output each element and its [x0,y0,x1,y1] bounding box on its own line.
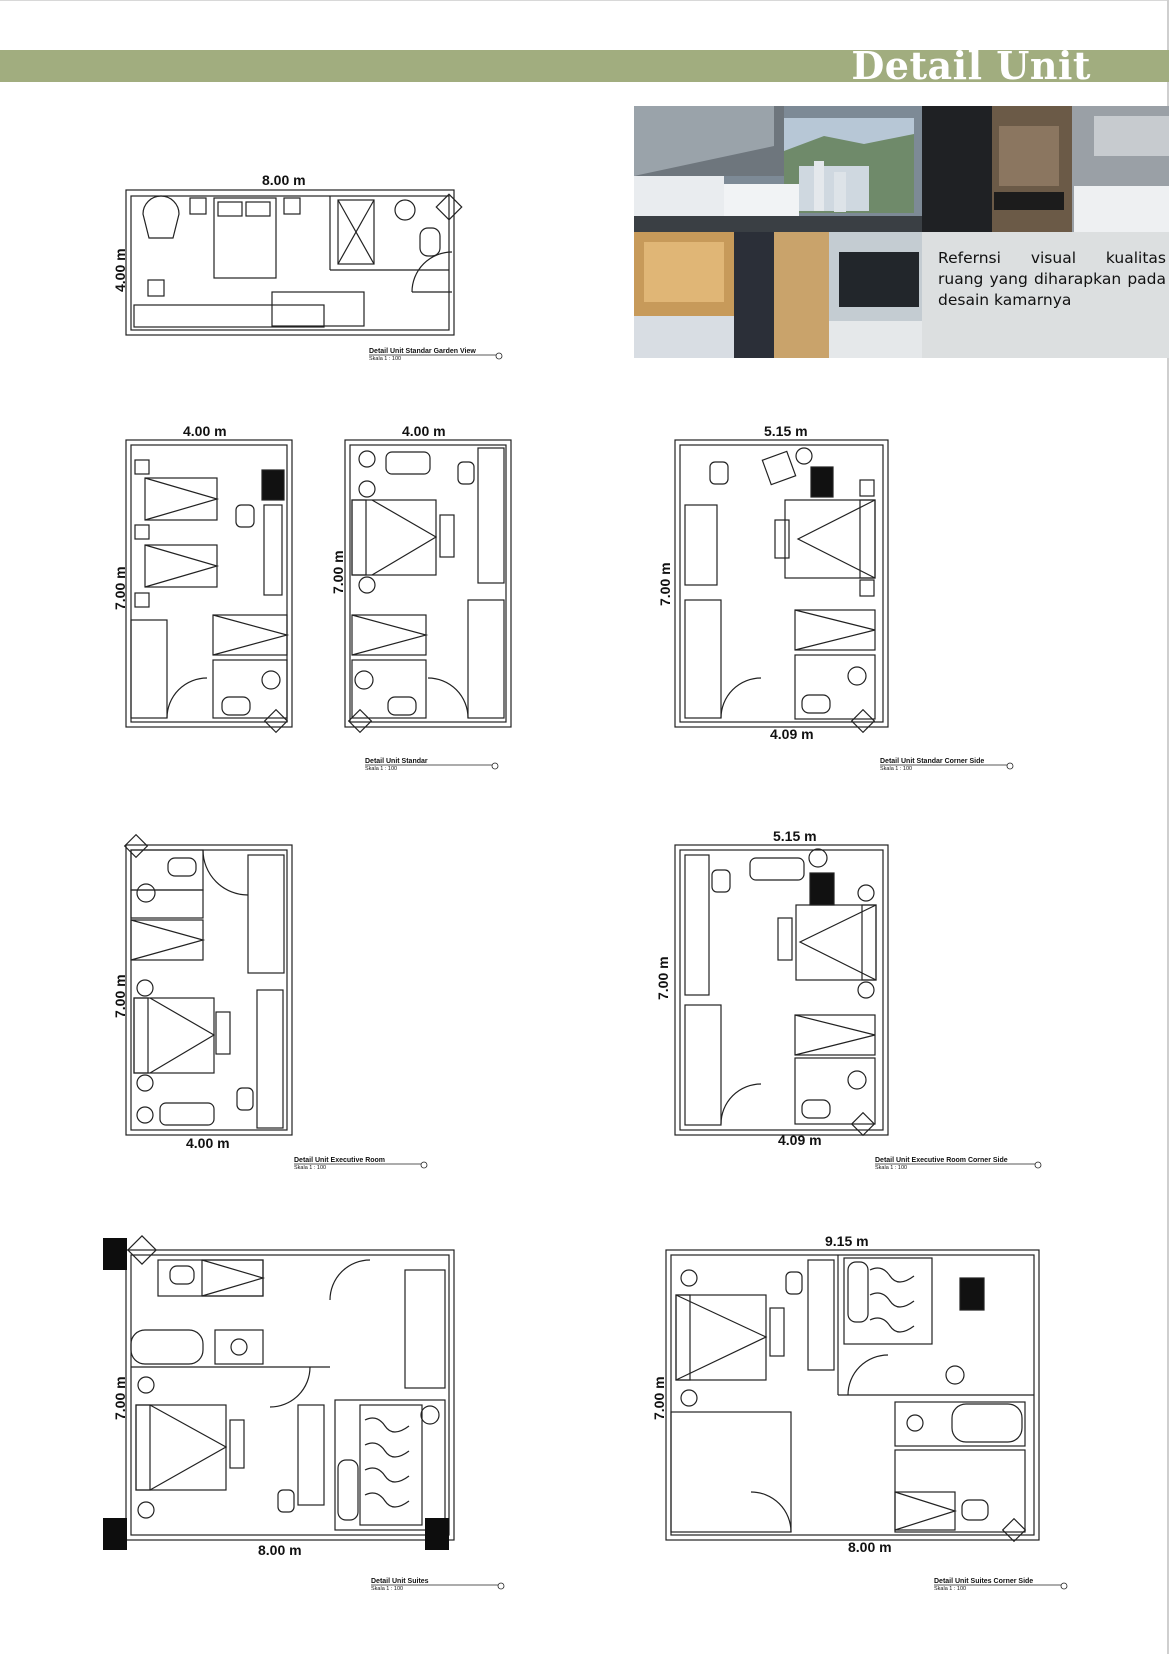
dim-standar-corner-width: 5.15 m [764,423,808,439]
dim-executive-corner-bottom: 4.09 m [778,1132,822,1148]
dim-garden-width: 8.00 m [262,172,306,188]
dim-standar2-depth: 7.00 m [330,550,346,594]
scale-standar-corner: Skala 1 : 100 [880,766,913,772]
page-title: Detail Unit [851,43,1091,88]
reference-caption: Refernsi visual kualitas ruang yang diharapkan pada desain kamarnya [938,249,1166,309]
plan-executive [125,835,292,1135]
suites-columns [103,1238,449,1550]
caption-executive-corner: Detail Unit Executive Room Corner Side [875,1157,1008,1164]
dim-garden-depth: 4.00 m [112,248,128,292]
scale-suites: Skala 1 : 100 [371,1586,404,1592]
scale-standar: Skala 1 : 100 [365,766,398,772]
plan-suites-corner [666,1250,1039,1541]
plan-standar-double [345,440,511,732]
dim-executive-corner-width: 5.15 m [773,828,817,844]
scale-suites-corner: Skala 1 : 100 [934,1586,967,1592]
dim-standar-width: 4.00 m [183,423,227,439]
dim-executive-corner-depth: 7.00 m [655,956,671,1000]
plan-standar-corner [675,440,888,732]
dim-suites-corner-depth: 7.00 m [651,1376,667,1420]
caption-executive: Detail Unit Executive Room [294,1157,386,1164]
caption-suites-corner: Detail Unit Suites Corner Side [934,1578,1034,1585]
plan-suites [126,1236,454,1540]
dim-suites-corner-width: 9.15 m [825,1233,869,1249]
dim-suites-width: 8.00 m [258,1542,302,1558]
scale-executive: Skala 1 : 100 [294,1165,327,1171]
dim-standar2-width: 4.00 m [402,423,446,439]
dim-suites-depth: 7.00 m [112,1376,128,1420]
caption-suites: Detail Unit Suites [371,1578,429,1585]
dim-standar-corner-depth: 7.00 m [657,562,673,606]
scale-executive-corner: Skala 1 : 100 [875,1165,908,1171]
scale-garden: Skala 1 : 100 [369,356,402,362]
dim-standar-depth: 7.00 m [112,566,128,610]
plan-garden-view [126,190,462,335]
dimension-labels [112,172,892,1558]
caption-standar-corner: Detail Unit Standar Corner Side [880,758,985,765]
dim-suites-corner-bottom: 8.00 m [848,1539,892,1555]
caption-standar: Detail Unit Standar [365,758,428,765]
dim-standar-corner-bottom: 4.09 m [770,726,814,742]
caption-garden: Detail Unit Standar Garden View [369,348,476,355]
dim-executive-depth: 7.00 m [112,974,128,1018]
dim-executive-width: 4.00 m [186,1135,230,1151]
plan-standar-twin [126,440,292,732]
plan-executive-corner [675,845,888,1135]
